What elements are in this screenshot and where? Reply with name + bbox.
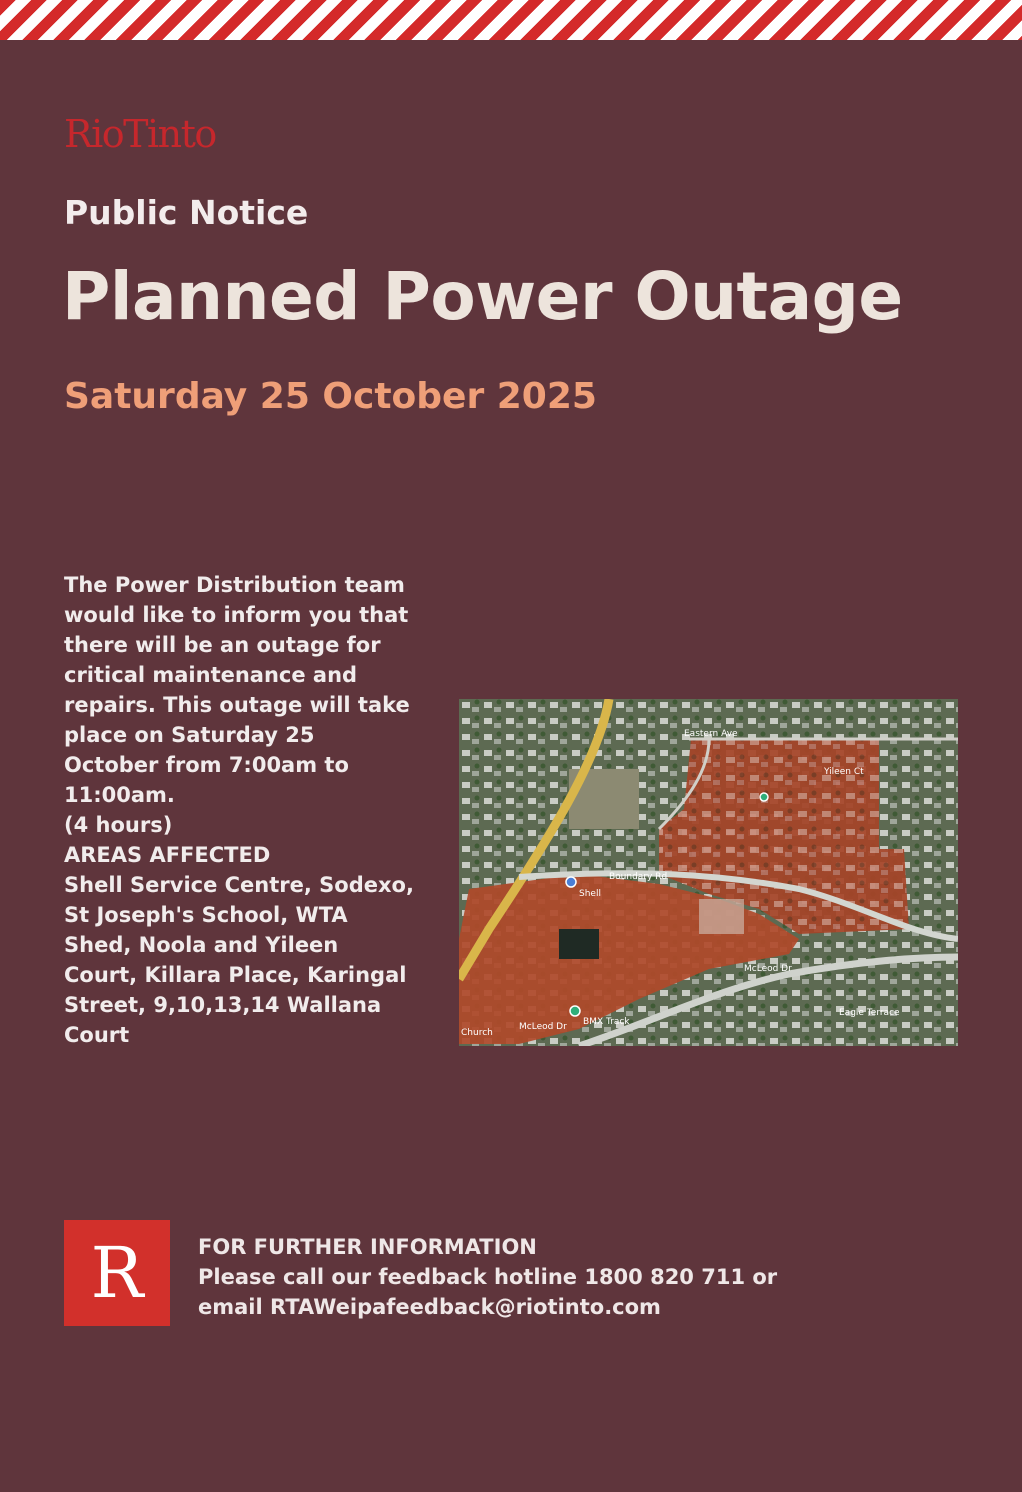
areas-heading: AREAS AFFECTED	[64, 843, 271, 867]
map-label-mcleod-right: McLeod Dr	[744, 964, 792, 974]
map-label-eastern: Eastern Ave	[684, 729, 738, 739]
notice-body	[64, 570, 414, 1050]
map-pond	[559, 929, 599, 959]
duration-text: (4 hours)	[64, 813, 173, 837]
map-label-yileen: Yileen Ct	[824, 767, 864, 777]
park-marker-icon	[760, 793, 768, 801]
map-label-church: Church	[461, 1028, 493, 1038]
contact-hotline: Please call our feedback hotline 1800 820 711 or	[198, 1265, 778, 1289]
map-building	[699, 899, 744, 934]
intro-text: The Power Distribution team would like to inform you that there will be an outage for critical maintenance and repairs. This outage will take place on Saturday 25 October from 7:00am to 11:00am.	[64, 573, 410, 807]
map-label-shell: Shell	[579, 889, 601, 899]
shell-marker-icon	[566, 877, 576, 887]
outage-date: Saturday 25 October 2025	[64, 376, 597, 417]
contact-info	[198, 1232, 777, 1322]
page-title: Planned Power Outage	[62, 258, 903, 335]
map-label-bmx: BMX Track	[583, 1017, 630, 1027]
hazard-stripe-border	[0, 0, 1022, 40]
areas-list: Shell Service Centre, Sodexo, St Joseph's School, WTA Shed, Noola and Yileen Court, Killara Place, Karingal Street, 9,10,13,14 Wallana Court	[64, 873, 414, 1047]
map-label-mcleod-left: McLeod Dr	[519, 1022, 567, 1032]
map-label-eagle: Eagle Terrace	[839, 1008, 900, 1018]
bmx-marker-icon	[570, 1006, 580, 1016]
contact-heading: FOR FURTHER INFORMATION	[198, 1235, 537, 1259]
rio-tinto-r-icon: R	[64, 1220, 170, 1326]
contact-email: email RTAWeipafeedback@riotinto.com	[198, 1295, 661, 1319]
rio-tinto-logo: RioTinto	[64, 112, 216, 156]
outage-area-map	[459, 699, 958, 1046]
notice-label: Public Notice	[64, 193, 309, 232]
map-label-boundary: Boundary Rd	[609, 872, 668, 882]
